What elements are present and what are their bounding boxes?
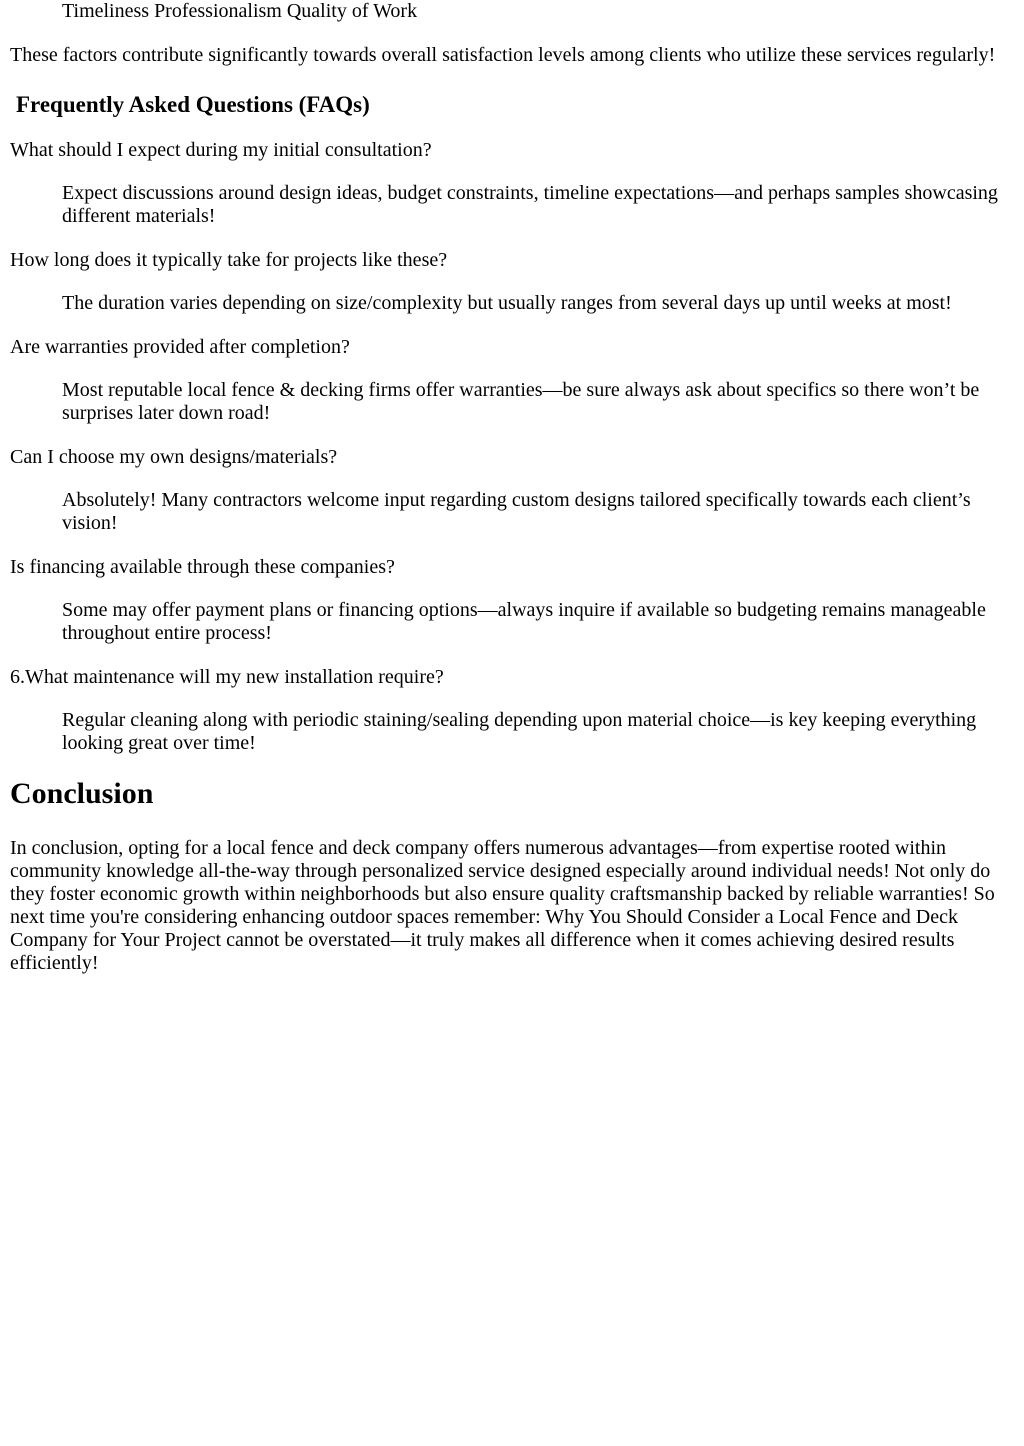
conclusion-heading: Conclusion: [10, 777, 154, 810]
faq-question: What should I expect during my initial consultation?: [10, 139, 432, 161]
faq-question: 6.What maintenance will my new installation require?: [10, 666, 444, 688]
factor-item: Quality of Work: [286, 0, 418, 22]
faq-answer: Absolutely! Many contractors welcome input regarding custom designs tailored specifically towards each client’s vision!: [62, 489, 971, 534]
faq-answer: Expect discussions around design ideas, budget constraints, timeline expectations—and perhaps samples showcasing different materials!: [62, 182, 998, 227]
faq-list: [10, 139, 1010, 755]
faq-answer: Regular cleaning along with periodic staining/sealing depending upon material choice—is key keeping everything looking great over time!: [62, 709, 977, 754]
faq-answer: Most reputable local fence & decking firms offer warranties—be sure always ask about specifics so there won’t be surprises later down road!: [62, 379, 980, 424]
article-body: [10, 0, 1010, 975]
faq-question: How long does it typically take for projects like these?: [10, 249, 448, 271]
conclusion-paragraph: In conclusion, opting for a local fence and deck company offers numerous advantages—from expertise rooted within community knowledge all-the-way through personalized service designed especially around individual needs! Not only do they foster economic growth within neighborhoods but also ensure quality craftsmanship backed by reliable warranties! So next time you're considering enhancing outdoor spaces remember: Why You Should Consider a Local Fence and Deck Company for Your Project cannot be overstated—it truly makes all difference when it comes achieving desired results efficiently!: [10, 837, 995, 974]
factor-item: Timeliness: [62, 0, 150, 22]
faq-question: Is financing available through these companies?: [10, 556, 395, 578]
faq-answer: Some may offer payment plans or financing options—always inquire if available so budgeting remains manageable throughout entire process!: [62, 599, 986, 644]
faq-answer: The duration varies depending on size/complexity but usually ranges from several days up until weeks at most!: [62, 292, 952, 314]
faq-question: Can I choose my own designs/materials?: [10, 446, 338, 468]
satisfaction-factors-list: [62, 0, 1010, 23]
faq-question: Are warranties provided after completion?: [10, 336, 350, 358]
factor-item: Professionalism: [154, 0, 282, 22]
intro-paragraph: These factors contribute significantly towards overall satisfaction levels among clients who utilize these services regularly!: [10, 44, 996, 66]
faq-heading: Frequently Asked Questions (FAQs): [16, 92, 370, 117]
